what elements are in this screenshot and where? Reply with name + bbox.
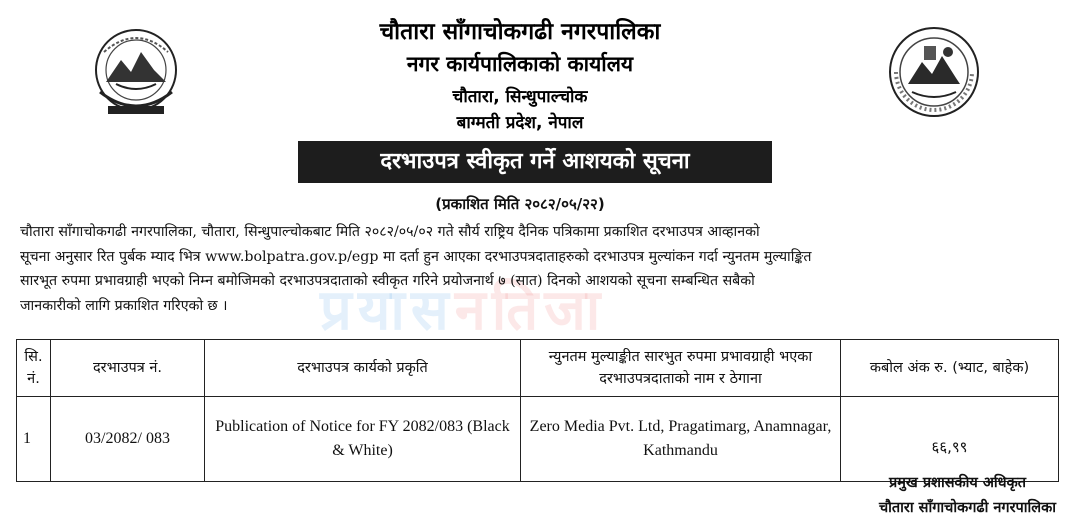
header-amount: कबोल अंक रु. (भ्याट, बाहेक) — [841, 340, 1059, 397]
header-work-nature: दरभाउपत्र कार्यको प्रकृति — [205, 340, 521, 397]
province-country: बाग्मती प्रदेश, नेपाल — [456, 113, 584, 133]
watermark-part2: नतिजा — [454, 278, 607, 343]
paragraph-line: सारभूत रुपमा प्रभावग्राही भएको निम्न बमोजिमको दरभाउपत्रदाताको स्वीकृत गरिने प्रयोजनार्थ ७ (सात) दिनको आशयको सूचना सम्बन्धित सबैको — [20, 273, 755, 290]
municipality-name: चौतारा साँगाचोकगढी नगरपालिका — [379, 19, 661, 45]
table-header-row — [17, 340, 1059, 397]
cell-amount: ६६,९९ — [841, 397, 1059, 482]
office-location: चौतारा, सिन्धुपाल्चोक — [452, 87, 588, 107]
header-bid-no: दरभाउपत्र नं. — [51, 340, 205, 397]
paragraph-line: चौतारा साँगाचोकगढी नगरपालिका, चौतारा, सिन्धुपाल्चोकबाट मिति २०८२/०५/०२ गते सौर्य राष्ट्रिय दैनिक पत्रिकामा प्रकाशित दरभाउपत्र आव्हानको — [20, 224, 760, 240]
office-name: नगर कार्यपालिकाको कार्यालय — [406, 52, 634, 76]
publish-date: (प्रकाशित मिति २०८२/०५/२२) — [435, 195, 605, 213]
municipality-logo-icon — [884, 22, 984, 122]
notice-title-banner: दरभाउपत्र स्वीकृत गर्ने आशयको सूचना — [298, 141, 772, 183]
watermark-part1: प्रयास — [320, 278, 455, 343]
cell-sn: 1 — [17, 397, 51, 482]
bid-table — [16, 339, 1059, 482]
cell-bid-no: 03/2082/ 083 — [51, 397, 205, 482]
nepal-emblem-icon — [86, 22, 186, 122]
notice-paragraph — [20, 220, 1056, 318]
header-bidder: न्युनतम मुल्याङ्कीत सारभुत रुपमा प्रभावग्राही भएका दरभाउपत्रदाताको नाम र ठेगाना — [521, 340, 841, 397]
signatory-title: प्रमुख प्रशासकीय अधिकृत — [889, 475, 1026, 491]
table-row — [17, 397, 1059, 482]
paragraph-line: सूचना अनुसार रित पुर्बक म्याद भित्र www.bolpatra.gov.p/egp मा दर्ता हुन आएका दरभाउपत्रदाताहरुको दरभाउपत्र मुल्यांकन गर्दा न्युनतम मुल्याङ्कित — [20, 248, 812, 265]
header-sn: सि. नं. — [17, 340, 51, 397]
paragraph-line: जानकारीको लागि प्रकाशित गरिएको छ । — [20, 297, 228, 314]
signatory-office: चौतारा साँगाचोकगढी नगरपालिका — [878, 500, 1056, 516]
cell-bidder: Zero Media Pvt. Ltd, Pragatimarg, Anamnagar, Kathmandu — [521, 397, 841, 482]
cell-work: Publication of Notice for FY 2082/083 (Black & White) — [205, 397, 521, 482]
